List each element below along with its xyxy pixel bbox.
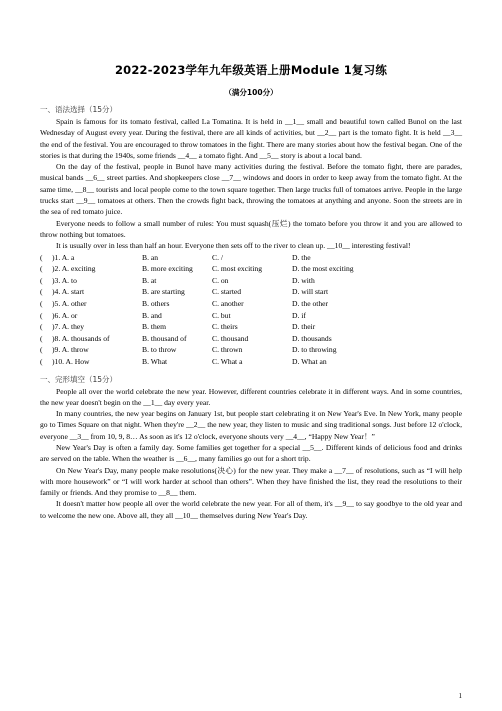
page-number: 1 xyxy=(458,692,462,700)
passage1-paragraph: On the day of the festival, people in Bunol have many activities during the festival. Before the tomato fight, there are parades, musical bands __6__ street parties. And shopkeepers close __7__ windows and doors in order to keep away from the tomato fight. At the same time, __8__ tourists and local people come to the town square together. Then large trucks full of tomatoes arrive. People in the large trucks start __9__ tomatoes at others. Then the crowds fight back, throwing the tomatoes at anything and anyone. Soon the streets are in the sea of red tomato juice. xyxy=(40,162,462,217)
option-row xyxy=(40,356,462,368)
passage2-paragraph: On New Year's Day, many people make resolutions(决心) for the new year. They make a __7__ of resolutions, such as “I will help with more housework” or “I will work harder at school than others”. When they have finished the list, they read the resolutions to their family or friends. And they promise to __8__ them. xyxy=(40,465,462,498)
option-a[interactable]: )8. A. thousands of xyxy=(52,333,110,343)
page-title: 2022-2023学年九年级英语上册Module 1复习练 xyxy=(114,63,388,77)
option-d[interactable]: D. will start xyxy=(292,287,329,297)
option-d[interactable]: D. What an xyxy=(292,356,327,366)
option-row xyxy=(40,298,462,310)
option-b[interactable]: B. and xyxy=(142,310,162,320)
passage2-paragraph: In many countries, the new year begins on January 1st, but people start celebrating it on New Year's Eve. In New York, many people go to Times Square on that night. When they're __2__ the new year, they listen to music and sing traditional songs. Just before 12 o'clock, everyone __3__ from 10, 9, 8… As soon as it's 12 o'clock, everyone shouts very __4__, “Happy New Year！” xyxy=(40,409,462,441)
option-d[interactable]: D. the other xyxy=(292,298,329,308)
option-b[interactable]: B. at xyxy=(142,275,157,285)
section2-heading: 一、完形填空（15分） xyxy=(40,374,118,384)
option-d[interactable]: D. if xyxy=(292,310,306,320)
option-row xyxy=(40,263,462,275)
option-d[interactable]: D. the xyxy=(292,252,311,262)
options-list xyxy=(40,252,462,368)
option-b[interactable]: B. What xyxy=(142,356,168,366)
answer-bracket[interactable]: ( xyxy=(40,356,43,366)
option-c[interactable]: C. on xyxy=(212,275,229,285)
passage2-paragraph: It doesn't matter how people all over the world celebrate the new year. For all of them, it's __9__ to say goodbye to the old year and to welcome the new one. Above all, they all __10__ themselves during New Year's Day. xyxy=(40,499,462,520)
option-row xyxy=(40,286,462,298)
option-d[interactable]: D. their xyxy=(292,322,316,332)
passage2-paragraph: People all over the world celebrate the new year. However, different countries celebrate it in different ways. And in some countries, the new year doesn't begin on the __1__ day every year. xyxy=(40,386,462,407)
passage2-paragraph: New Year's Day is often a family day. Some families get together for a special __5__. Different kinds of delicious food and drinks are served on the table. When the weather is __6__, many families go out for a short trip. xyxy=(40,442,462,464)
passage1-paragraph: Everyone needs to follow a small number of rules: You must squash(压烂) the tomato before you throw it and you are allowed to throw nothing but tomatoes. xyxy=(40,218,462,239)
option-b[interactable]: B. are starting xyxy=(142,287,185,297)
option-c[interactable]: C. What a xyxy=(212,356,243,366)
option-row xyxy=(40,333,462,345)
option-b[interactable]: B. others xyxy=(142,298,170,308)
answer-bracket[interactable]: ( xyxy=(40,252,43,262)
option-a[interactable]: )7. A. they xyxy=(52,322,85,332)
option-a[interactable]: )6. A. or xyxy=(52,310,78,320)
option-b[interactable]: B. to throw xyxy=(142,345,177,355)
score-note: （满分100分） xyxy=(224,88,278,97)
answer-bracket[interactable]: ( xyxy=(40,333,43,343)
option-row xyxy=(40,344,462,356)
option-row xyxy=(40,275,462,287)
option-d[interactable]: D. thousands xyxy=(292,333,332,343)
answer-bracket[interactable]: ( xyxy=(40,322,43,332)
option-d[interactable]: D. the most exciting xyxy=(292,264,354,274)
passage1-paragraph: Spain is famous for its tomato festival, called La Tomatina. It is held in __1__ small and beautiful town called Bunol on the last Wednesday of August every year. During the festival, there are all kinds of activities, but __2__ part is the tomato fight. It is held __3__ the end of the festival. You are encouraged to throw tomatoes in the fight. There are many stories about how the festival began. One of the stories is that during the 1940s, some friends __4__ a tomato fight. And __5__ story is about a local band. xyxy=(40,117,462,160)
option-c[interactable]: C. but xyxy=(212,310,231,320)
option-c[interactable]: C. theirs xyxy=(212,322,238,332)
answer-bracket[interactable]: ( xyxy=(40,275,43,285)
option-a[interactable]: )3. A. to xyxy=(52,275,77,285)
option-a[interactable]: )2. A. exciting xyxy=(52,264,96,274)
option-c[interactable]: C. thousand xyxy=(212,333,249,343)
option-c[interactable]: C. started xyxy=(212,287,242,297)
option-a[interactable]: )1. A. a xyxy=(52,252,75,262)
option-b[interactable]: B. an xyxy=(142,252,159,262)
option-row xyxy=(40,310,462,322)
option-c[interactable]: C. most exciting xyxy=(212,264,262,274)
worksheet-page xyxy=(40,62,462,521)
option-c[interactable]: C. another xyxy=(212,298,244,308)
option-b[interactable]: B. them xyxy=(142,322,167,332)
option-b[interactable]: B. more exciting xyxy=(142,264,193,274)
option-a[interactable]: )9. A. throw xyxy=(52,345,89,355)
option-row xyxy=(40,252,462,264)
option-c[interactable]: C. thrown xyxy=(212,345,243,355)
section1-heading: 一、语法选择（15分） xyxy=(40,105,118,114)
option-c[interactable]: C. / xyxy=(212,252,223,262)
answer-bracket[interactable]: ( xyxy=(40,287,43,297)
answer-bracket[interactable]: ( xyxy=(40,264,43,274)
option-b[interactable]: B. thousand of xyxy=(142,333,187,343)
option-row xyxy=(40,321,462,333)
option-d[interactable]: D. to throwing xyxy=(292,345,337,355)
option-a[interactable]: )4. A. start xyxy=(52,287,85,297)
option-a[interactable]: )5. A. other xyxy=(52,298,87,308)
passage1-paragraph: It is usually over in less than half an hour. Everyone then sets off to the river to clean up. __10__ interesting festival! xyxy=(56,241,411,251)
option-d[interactable]: D. with xyxy=(292,275,315,285)
answer-bracket[interactable]: ( xyxy=(40,298,43,308)
answer-bracket[interactable]: ( xyxy=(40,310,43,320)
option-a[interactable]: )10. A. How xyxy=(52,356,90,366)
answer-bracket[interactable]: ( xyxy=(40,345,43,355)
